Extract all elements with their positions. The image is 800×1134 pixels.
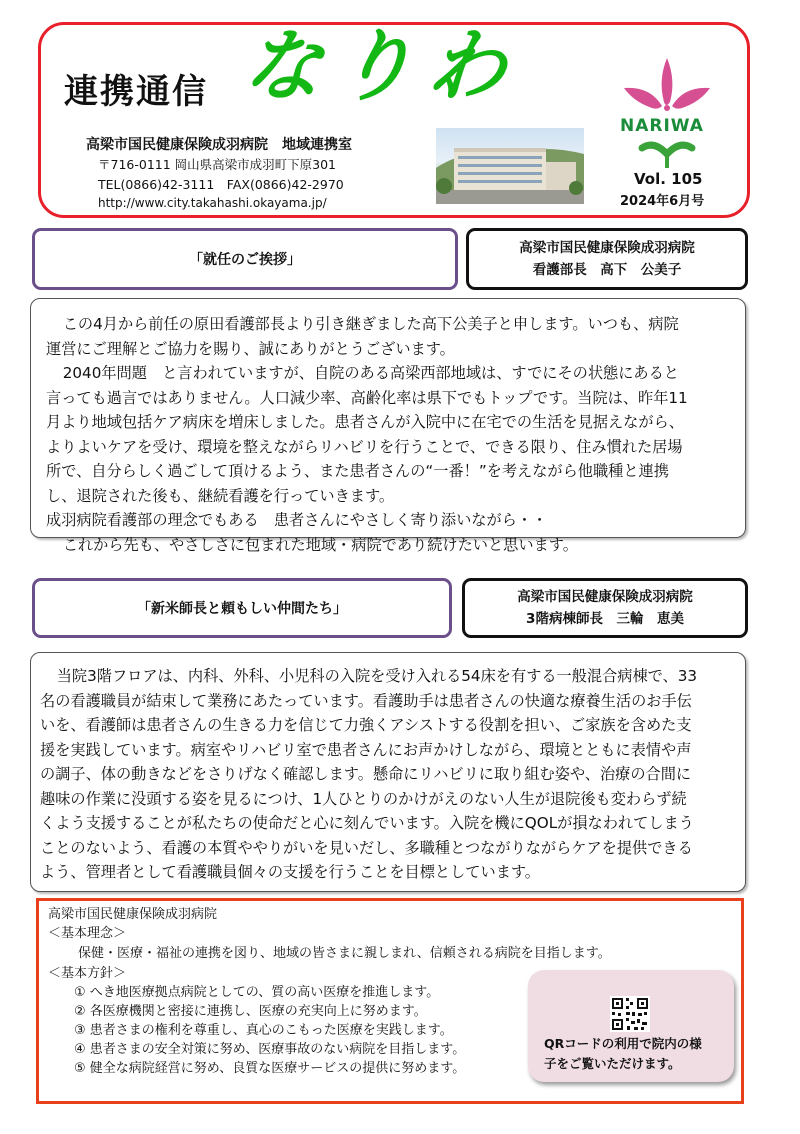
qr-caption-line: QRコードの利用で院内の様 [544,1036,702,1051]
issue-date: 2024年6月号 [620,194,705,209]
section2-line: よう、管理者として看護職員個々の支援を行うことを目標としています。 [40,863,540,881]
section2-title: 「新米師長と頼もしい仲間たち」 [32,578,452,638]
section1-line: よりよいケアを受け、環境を整えながらリハビリを行うことで、できる限り、住み慣れた居場 [46,437,683,456]
section1-author-name: 看護部長 高下 公美子 [532,262,682,278]
volume-number: Vol. 105 [634,170,703,188]
section2-line: いを、看護師は患者さんの生きる力を信じて力強くアシストする役割を担い、ご家族を含めた支 [40,716,692,734]
section2-line: 援を実践しています。病室やリハビリ室で患者さんにお声かけしながら、環境とともに表情や声 [40,740,692,759]
qr-caption-line: 子をご覧いただけます。 [544,1056,681,1071]
section2-line: の調子、体の動きなどをさりげなく確認します。懸命にリハビリに取り組む姿や、治療の合間に [40,765,692,783]
section2-line: ことのないよう、看護の本質ややりがいを見いだし、多職種とつながりながらケアを提供できる [40,838,693,857]
philosophy-heading: ＜基本理念＞ [48,926,127,941]
qr-code-icon[interactable] [610,996,650,1032]
policy-item: ④ 患者さまの安全対策に努め、医療事故のない病院を目指します。 [74,1042,466,1057]
section1-title: 「就任のご挨拶」 [32,228,458,290]
section2-body-text [40,664,740,885]
policy-item: ① へき地医療拠点病院としての、質の高い医療を推進します。 [74,985,440,1000]
hospital-url[interactable]: http://www.city.takahashi.okayama.jp/ [98,196,327,210]
hospital-tel-fax: TEL(0866)42-3111 FAX(0866)42-2970 [98,177,344,192]
philosophy-text: 保健・医療・福祉の連携を図り、地域の皆さまに親しまれ、信頼される病院を目指します。 [78,946,611,961]
section1-line: し、退院された後も、継続看護を行っていきます。 [46,486,395,505]
section1-author-org: 高梁市国民健康保険成羽病院 [519,240,695,256]
section1-body-text [46,312,740,557]
section2-line: 趣味の作業に没頭する姿を見るにつけ、1人ひとりのかけがえのない人生が退院後も変わらず続 [40,789,687,808]
nariwa-logo-icon [612,50,722,170]
policy-item: ③ 患者さまの権利を尊重し、真心のこもった医療を実践します。 [74,1023,453,1038]
section1-line: 月より地域包括ケア病床を増床しました。患者さんが入院中に在宅での生活を見据えながら、 [46,413,684,431]
qr-caption [544,1034,728,1074]
section1-author [466,228,748,290]
section1-line: 成羽病院看護部の理念でもある 患者さんにやさしく寄り添いながら・・ [46,511,548,529]
policy-item: ⑤ 健全な病院経営に努め、良質な医療サービスの提供に努めます。 [74,1061,466,1076]
hospital-photo [436,128,584,204]
policy-org: 高梁市国民健康保険成羽病院 [48,907,218,922]
newsletter-name: なりわ [239,22,525,112]
section1-line: この4月から前任の原田看護部長より引き継ぎました高下公美子と申します。いつも、病院 [62,315,679,333]
section2-author-org: 高梁市国民健康保険成羽病院 [517,589,693,605]
newsletter-title: 連携通信 [64,72,208,112]
section1-line: 言っても過言ではありません。人口減少率、高齢化率は県下でもトップです。当院は、昨年11 [46,388,688,407]
section2-author-name: 3階病棟師長 三輪 恵美 [526,611,684,627]
section1-line: これから先も、やさしさに包まれた地域・病院であり続けたいと思います。 [62,535,578,554]
policy-item: ② 各医療機関と密接に連携し、医療の充実向上に努めます。 [74,1004,427,1019]
section2-line: 名の看護職員が結束して業務にあたっています。看護助手は患者さんの快適な療養生活のお手伝 [40,691,692,710]
section1-line: 2040年問題 と言われていますが、自院のある高梁西部地域は、すでにその状態にあると [62,364,679,382]
logo-text: NARIWA [620,116,704,136]
section2-line: くよう支援することが私たちの使命だと心に刻んでいます。入院を機にQOLが損なわれてしまう [40,814,694,832]
section2-author [462,578,748,638]
section2-line: 当院3階フロアは、内科、外科、小児科の入院を受け入れる54床を有する一般混合病棟で、33 [56,667,698,685]
hospital-name: 高梁市国民健康保険成羽病院 地域連携室 [86,137,352,153]
hospital-address: 〒716-0111 岡山県高梁市成羽町下原301 [98,157,337,172]
section1-line: 運営にご理解とご協力を賜り、誠にありがとうございます。 [46,339,455,358]
section1-line: 所で、自分らしく過ごして頂けるよう、また患者さんの“一番！”を考えながら他職種と連携 [46,462,669,480]
policy-heading: ＜基本方針＞ [48,966,127,981]
